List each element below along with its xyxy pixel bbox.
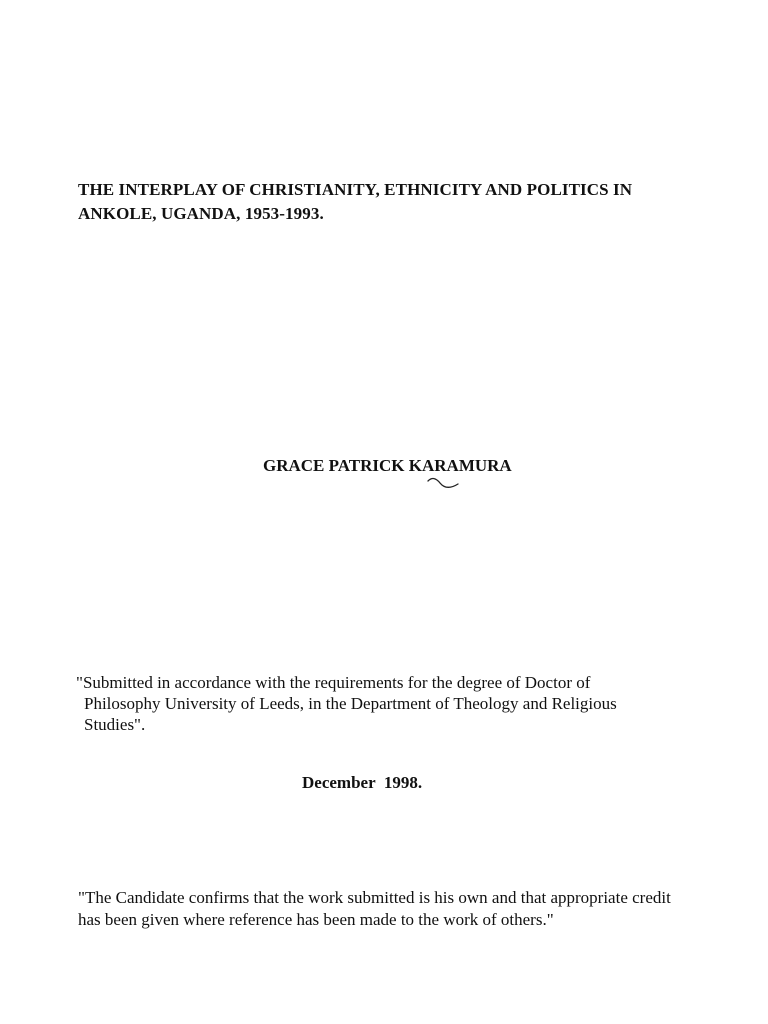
thesis-title xyxy=(78,178,698,226)
candidate-declaration xyxy=(78,887,748,931)
handwritten-mark-icon xyxy=(426,476,462,492)
declaration-line-2: has been given where reference has been made to the work of others." xyxy=(78,910,554,929)
submission-line-2: Philosophy University of Leeds, in the Department of Theology and Religious xyxy=(84,694,617,713)
submission-line-3: Studies". xyxy=(84,715,146,734)
thesis-title-line-1: THE INTERPLAY OF CHRISTIANITY, ETHNICITY AND POLITICS IN xyxy=(78,180,633,199)
submission-date: December 1998. xyxy=(302,773,423,792)
submission-statement xyxy=(76,672,696,735)
thesis-title-line-2: ANKOLE, UGANDA, 1953-1993. xyxy=(78,204,324,223)
author-name: GRACE PATRICK KARAMURA xyxy=(263,456,512,475)
declaration-line-1: "The Candidate confirms that the work submitted is his own and that appropriate credit xyxy=(78,888,671,907)
submission-line-1: "Submitted in accordance with the requirements for the degree of Doctor of xyxy=(76,673,591,692)
